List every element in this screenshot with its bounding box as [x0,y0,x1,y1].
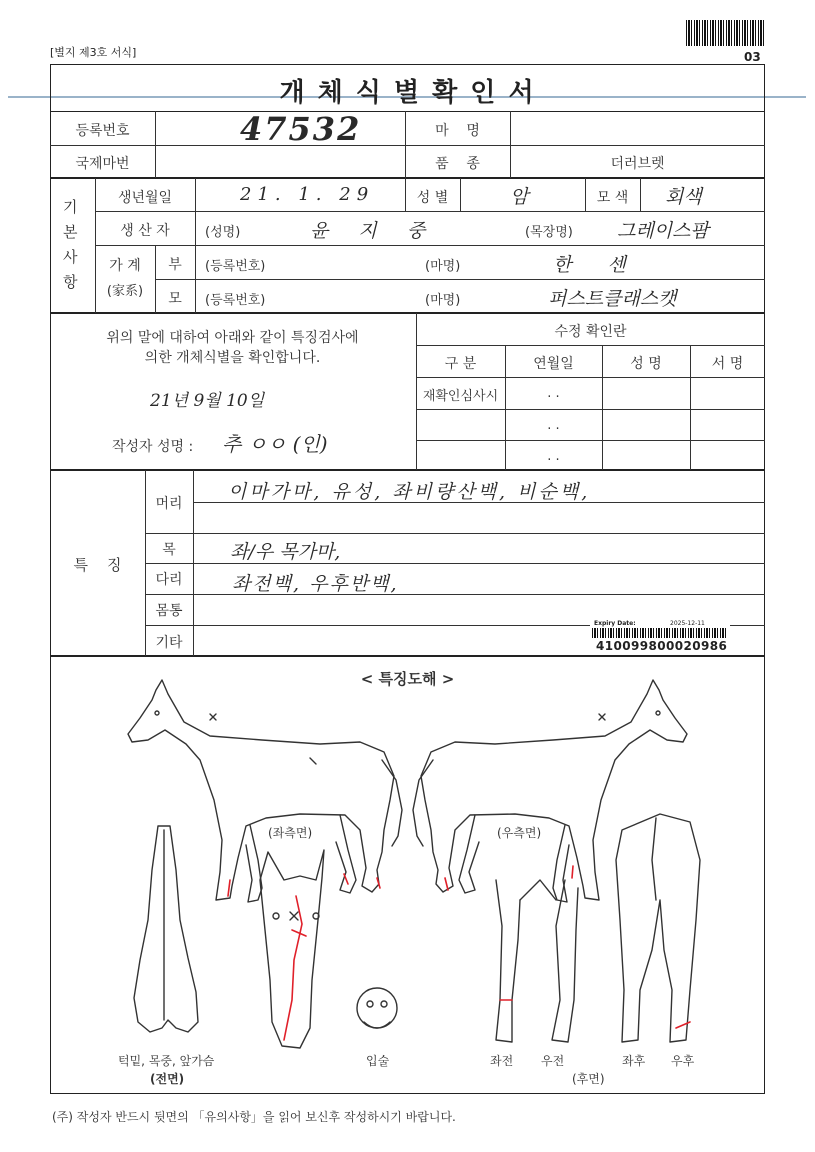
intl-no-label: 국제마번 [75,156,130,172]
writer-value: 추 ㅇㅇ (인) [222,432,328,456]
dam-label: 모 [168,291,182,307]
revision-col-sign: 서 명 [711,356,744,372]
breed-value: 더러브렛 [610,156,665,172]
fore-right-label: 우전 [541,1054,565,1068]
face-view-outline [260,850,324,1048]
statement-line-1: 위의 말에 대하여 아래와 같이 특징검사에 [106,330,359,346]
sire-name-label: (마명) [425,259,461,274]
front-view-outline [134,826,198,1032]
horse-diagrams [50,656,765,1094]
pedigree-label: 가 계 [109,258,141,274]
neck-label: 목 [162,542,176,558]
left-side-horse-outline [128,680,402,902]
document-barcode [686,20,764,46]
features-section-label: 특 징 [73,556,122,574]
breed-label: 품 종 [435,156,480,172]
muzzle-outline [357,988,397,1028]
revision-date-2: . . [547,418,560,433]
diagram-title: < 특징도해 > [360,670,455,688]
sire-name-value: 한 센 [553,254,634,276]
sticker-code: 410099800020986 [596,639,728,653]
legs-label: 다리 [155,572,183,588]
legs-value: 좌전백, 우후반백, [232,573,399,595]
footer-note: (주) 작성자 반드시 뒷면의 「유의사항」을 읽어 보신후 작성하시기 바랍니다. [52,1110,456,1124]
color-label: 모 색 [596,190,629,206]
sire-label: 부 [168,257,182,273]
pedigree-hanja: (家系) [106,284,144,299]
rear-label: (후면) [572,1072,605,1086]
horse-name-label: 마 명 [435,123,480,139]
form-label: [별지 제3호 서식] [50,46,137,59]
dam-reg-label: (등록번호) [205,293,266,308]
sex-value: 암 [510,186,529,208]
birth-label: 생년월일 [117,190,173,206]
front-caption: 턱밑, 목중, 앞가슴 [118,1054,215,1068]
statement-line-2: 의한 개체식별을 확인합니다. [144,350,321,366]
hind-right-label: 우후 [671,1054,695,1068]
front-legs-outline [496,880,578,1042]
expiry-sticker [590,619,730,654]
reg-no-label: 등록번호 [75,123,130,139]
reg-no-value: 47532 [240,110,362,148]
revision-date-1: . . [547,386,560,401]
revision-row-recheck: 재확인심사시 [422,389,499,404]
dam-name-value: 퍼스트클래스캣 [548,288,677,310]
revision-date-3: . . [547,449,560,464]
left-side-label: (좌측면) [268,826,313,840]
revision-col-name: 성 명 [630,356,662,372]
body-label: 몸통 [155,603,183,619]
dam-name-label: (마명) [425,293,461,308]
page-title: 개 체 식 별 확 인 서 [279,78,536,108]
sticker-barcode [592,628,726,638]
other-label: 기타 [155,635,183,651]
breeder-label: 생 산 자 [120,223,170,239]
breeder-name-label: (성명) [205,225,241,240]
birth-value: 21. 1. 29 [240,184,375,205]
head-value: 이마가마, 유성, 좌비량산백, 비순백, [228,481,591,503]
hind-left-label: 좌후 [622,1054,646,1068]
breeder-name-value: 윤 지 중 [310,220,432,242]
color-value: 회색 [665,186,702,208]
farm-label: (목장명) [525,225,573,240]
right-side-label: (우측면) [497,826,542,840]
neck-value: 좌/우 목가마, [230,541,341,563]
front-label: (전면) [150,1072,185,1086]
expiry-label: Expiry Date: [594,620,636,627]
writer-label: 작성자 성명 : [112,439,194,455]
muzzle-caption: 입술 [366,1054,390,1068]
expiry-value: 2025-12-11 [670,620,705,627]
rear-view-outline [616,814,700,1042]
revision-title: 수정 확인란 [554,324,627,340]
right-side-horse-outline [413,680,687,902]
sire-reg-label: (등록번호) [205,259,266,274]
basic-section-label: 기 본 사 항 [63,198,78,291]
confirm-date: 21년 9월 10일 [150,391,265,411]
page-number: 03 [744,50,761,64]
head-label: 머리 [155,496,183,512]
farm-value: 그레이스팜 [617,220,709,242]
sex-label: 성 별 [416,190,449,206]
fore-left-label: 좌전 [490,1054,514,1068]
revision-col-type: 구 분 [444,356,477,372]
revision-col-date: 연월일 [533,356,574,372]
